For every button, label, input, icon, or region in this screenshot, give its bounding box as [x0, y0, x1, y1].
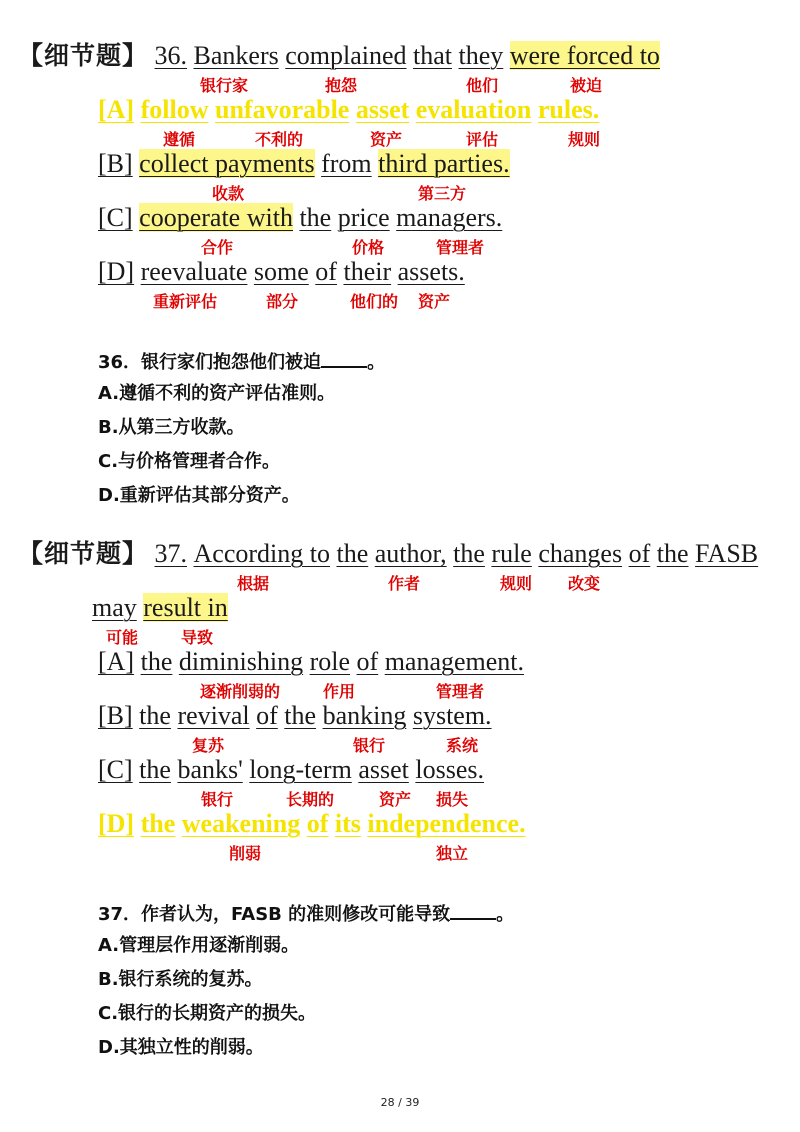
gloss: 规则	[500, 574, 533, 593]
gloss: 复苏	[192, 736, 225, 755]
gloss: 作用	[323, 682, 356, 701]
gloss: 管理者	[436, 238, 485, 257]
word: their	[343, 257, 392, 286]
word: the	[453, 539, 485, 568]
word: independence.	[367, 809, 526, 838]
gloss: 可能	[106, 628, 139, 647]
q37-option-a	[98, 646, 524, 678]
gloss: 抱怨	[325, 76, 358, 95]
word: system.	[412, 701, 492, 730]
q37-number: 37.	[154, 539, 188, 568]
gloss: 资产	[370, 130, 403, 149]
gloss: 导致	[181, 628, 214, 647]
gloss: 管理者	[436, 682, 485, 701]
gloss: 遵循	[163, 130, 196, 149]
q36-option-b	[98, 148, 510, 180]
gloss: 他们的	[350, 292, 399, 311]
answer-blank	[321, 348, 367, 368]
gloss: 合作	[201, 238, 234, 257]
q36-cn-question: 36．银行家们抱怨他们被迫 。	[98, 348, 385, 375]
word: price	[337, 203, 390, 232]
q37-stem-cont	[92, 592, 228, 624]
word: long-term	[249, 755, 352, 784]
word: of	[356, 647, 379, 676]
q36-option-c	[98, 202, 502, 234]
word: the	[139, 701, 171, 730]
gloss: 重新评估	[153, 292, 218, 311]
word: the	[336, 539, 369, 568]
word: some	[253, 257, 309, 286]
option-label: [B]	[98, 701, 133, 730]
option-label: [C]	[98, 755, 133, 784]
gloss: 长期的	[286, 790, 335, 809]
word-highlighted: result in	[143, 593, 228, 622]
gloss: 系统	[446, 736, 479, 755]
word: unfavorable	[214, 95, 350, 124]
q36-option-a	[98, 94, 599, 126]
q37-cn-option: B.银行系统的复苏。	[98, 969, 263, 990]
gloss: 价格	[352, 238, 385, 257]
q36-number: 36.	[154, 41, 188, 70]
word: role	[309, 647, 351, 676]
gloss: 银行	[201, 790, 234, 809]
word: the	[139, 755, 171, 784]
gloss: 规则	[568, 130, 601, 149]
gloss: 评估	[466, 130, 499, 149]
q36-cn-option: C.与价格管理者合作。	[98, 451, 281, 472]
word: the	[656, 539, 689, 568]
word: its	[334, 809, 361, 838]
gloss: 被迫	[570, 76, 603, 95]
q37-cn-option: D.其独立性的削弱。	[98, 1037, 264, 1058]
option-label: [A]	[98, 647, 135, 676]
word: management.	[384, 647, 525, 676]
gloss: 根据	[237, 574, 270, 593]
gloss: 作者	[388, 574, 421, 593]
gloss: 第三方	[418, 184, 467, 203]
gloss: 削弱	[229, 844, 262, 863]
word: the	[299, 203, 332, 232]
word-highlighted: cooperate with	[139, 203, 293, 232]
gloss: 收款	[212, 184, 245, 203]
word: follow	[140, 95, 209, 124]
word: asset	[358, 755, 409, 784]
gloss: 改变	[568, 574, 601, 593]
word: rule	[491, 539, 532, 568]
q36-cn-option: A.遵循不利的资产评估准则。	[98, 383, 336, 404]
word: rules.	[537, 95, 600, 124]
word-highlighted: collect payments	[139, 149, 315, 178]
option-label: [D]	[98, 257, 135, 286]
option-label: [D]	[98, 809, 135, 838]
gloss: 部分	[266, 292, 299, 311]
word: reevaluate	[140, 257, 248, 286]
option-label: [C]	[98, 203, 133, 232]
gloss: 损失	[436, 790, 469, 809]
q37-option-c	[98, 754, 484, 786]
word-highlighted: were forced to	[509, 41, 660, 70]
word: asset	[355, 95, 410, 124]
q36-cn-option: B.从第三方收款。	[98, 417, 245, 438]
gloss: 逐渐削弱的	[200, 682, 281, 701]
q37-stem	[18, 538, 758, 570]
page-number: 28 / 39	[380, 1096, 420, 1109]
q36-cn-option: D.重新评估其部分资产。	[98, 485, 300, 506]
word: the	[140, 647, 173, 676]
word: may	[92, 593, 137, 622]
word: the	[284, 701, 317, 730]
word: the	[140, 809, 176, 838]
word: managers.	[396, 203, 503, 232]
word: that	[413, 41, 453, 70]
gloss: 银行	[353, 736, 386, 755]
gloss: 银行家	[200, 76, 249, 95]
q37-option-b	[98, 700, 492, 732]
q36-option-d	[98, 256, 465, 288]
q36-tag: 【细节题】	[18, 41, 149, 70]
word: author,	[374, 539, 447, 568]
q36-stem	[18, 40, 660, 72]
q37-option-d	[98, 808, 526, 840]
word: banking	[322, 701, 407, 730]
word: of	[628, 539, 651, 568]
answer-blank	[450, 900, 496, 920]
word: weakening	[181, 809, 301, 838]
word: According to	[193, 539, 330, 568]
word: FASB	[695, 539, 759, 568]
q37-cn-option: C.银行的长期资产的损失。	[98, 1003, 317, 1024]
word: they	[458, 41, 504, 70]
word-highlighted: third parties.	[378, 149, 510, 178]
option-label: [A]	[98, 95, 135, 124]
word: of	[256, 701, 278, 730]
word: revival	[177, 701, 250, 730]
q37-cn-question: 37．作者认为，FASB 的准则修改可能导致 。	[98, 900, 514, 927]
word: assets.	[397, 257, 465, 286]
gloss: 他们	[466, 76, 499, 95]
option-label: [B]	[98, 149, 133, 178]
word: changes	[538, 539, 623, 568]
word: complained	[285, 41, 407, 70]
word: diminishing	[178, 647, 304, 676]
gloss: 独立	[436, 844, 469, 863]
word: from	[321, 149, 372, 178]
word: losses.	[415, 755, 484, 784]
word: banks'	[177, 755, 243, 784]
q37-cn-option: A.管理层作用逐渐削弱。	[98, 935, 300, 956]
word: of	[306, 809, 329, 838]
word: Bankers	[193, 41, 279, 70]
gloss: 不利的	[255, 130, 304, 149]
gloss: 资产	[379, 790, 412, 809]
word: of	[315, 257, 337, 286]
word: evaluation	[415, 95, 532, 124]
gloss: 资产	[418, 292, 451, 311]
q37-tag: 【细节题】	[18, 539, 149, 568]
